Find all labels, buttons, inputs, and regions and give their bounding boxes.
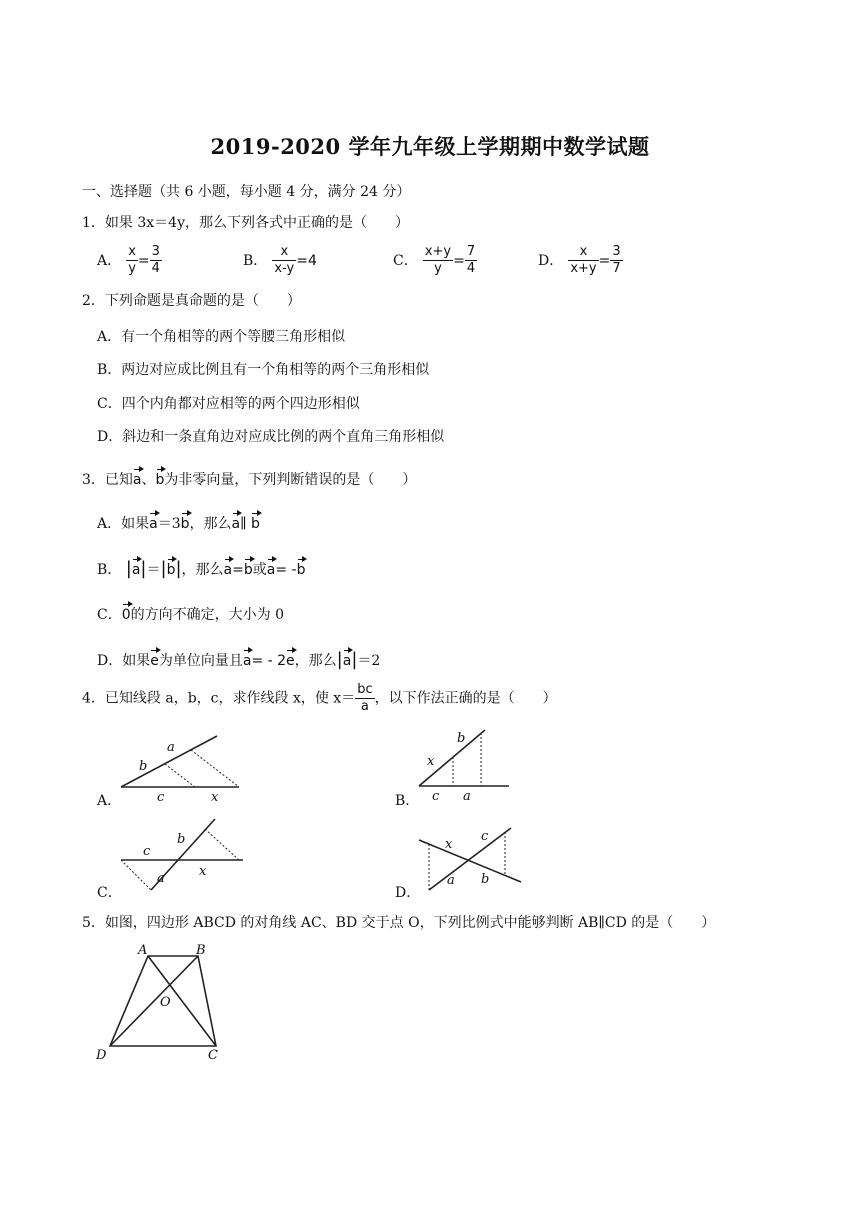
option-label: C． bbox=[393, 253, 418, 269]
q4-figure-d bbox=[415, 822, 530, 897]
q2-option-b: B．两边对应成比例且有一个角相等的两个三角形相似 bbox=[97, 362, 430, 378]
abs-bar: | bbox=[140, 558, 147, 579]
section-header: 一、选择题（共 6 小题，每小题 4 分，满分 24 分） bbox=[82, 184, 411, 200]
q2-option-c: C．四个内角都对应相等的两个四边形相似 bbox=[97, 396, 360, 412]
numerator: bc bbox=[357, 682, 373, 697]
numerator: 3 bbox=[612, 244, 621, 259]
abs-bar: | bbox=[160, 558, 167, 579]
stem-text: 3．已知 bbox=[82, 472, 133, 488]
equals: = bbox=[137, 253, 150, 269]
option-label: A． bbox=[97, 253, 122, 269]
stem-text: 为单位向量且 bbox=[158, 653, 243, 669]
fraction bbox=[126, 244, 138, 277]
vector-a: a bbox=[242, 653, 252, 669]
vector-a: a bbox=[131, 562, 141, 578]
abs-bar: | bbox=[336, 649, 343, 670]
option-label: B． bbox=[243, 253, 268, 269]
diagonal-bd bbox=[110, 956, 198, 1046]
label-b: b bbox=[481, 872, 490, 887]
vector-a: a bbox=[231, 516, 241, 532]
dotted-line bbox=[165, 764, 195, 787]
stem-text: 的方向不确定，大小为 0 bbox=[130, 607, 284, 623]
numerator: 3 bbox=[151, 244, 160, 259]
diagonal-ac bbox=[148, 956, 216, 1046]
dotted-line bbox=[205, 829, 239, 860]
vector-a: a bbox=[342, 653, 352, 669]
question-4-stem bbox=[82, 682, 557, 715]
point-b-label: B bbox=[196, 943, 206, 958]
question-3-stem bbox=[82, 469, 416, 489]
label-b: b bbox=[139, 759, 148, 774]
zero-vector: 0 bbox=[121, 607, 131, 623]
q2-option-a: A．有一个角相等的两个等腰三角形相似 bbox=[97, 329, 346, 345]
denominator: a bbox=[360, 699, 369, 714]
equals: = bbox=[232, 562, 244, 578]
numerator: x+y bbox=[424, 244, 452, 259]
fraction bbox=[150, 244, 162, 277]
label-b: b bbox=[177, 832, 186, 847]
vector-b: b bbox=[155, 472, 165, 488]
vector-b: b bbox=[296, 562, 306, 578]
dotted-line bbox=[121, 860, 151, 890]
fraction bbox=[610, 244, 622, 277]
label-a: a bbox=[463, 789, 471, 804]
q4-label-b: B． bbox=[395, 793, 420, 809]
q4-label-c: C． bbox=[97, 885, 122, 901]
vector-a: a bbox=[149, 516, 158, 532]
fraction bbox=[355, 682, 374, 715]
q4-figure-c bbox=[115, 815, 250, 895]
vector-b: b bbox=[243, 562, 253, 578]
denominator: 4 bbox=[151, 261, 160, 276]
stem-text: ，那么 bbox=[181, 562, 224, 578]
point-o-label: O bbox=[160, 995, 171, 1010]
point-c-label: C bbox=[208, 1048, 218, 1063]
vector-e: e bbox=[150, 653, 159, 669]
numerator: x bbox=[272, 244, 296, 261]
denominator: 7 bbox=[612, 261, 621, 276]
fraction bbox=[465, 244, 477, 277]
option-label: D．如果 bbox=[97, 653, 151, 669]
denominator: y bbox=[128, 261, 136, 276]
equals: = - bbox=[275, 562, 297, 578]
stem-text: 为非零向量，下列判断错误的是（ ） bbox=[164, 472, 417, 488]
stem-text: ，那么 bbox=[294, 653, 337, 669]
vector-b: b bbox=[251, 516, 260, 532]
denominator: x+y bbox=[570, 261, 597, 276]
q3-option-b bbox=[97, 558, 305, 579]
stem-text: ＝2 bbox=[357, 653, 381, 669]
point-a-label: A bbox=[138, 943, 148, 958]
label-c: c bbox=[157, 790, 165, 805]
q3-option-a bbox=[97, 513, 260, 533]
label-c: c bbox=[432, 789, 440, 804]
label-x: x bbox=[211, 790, 219, 805]
q3-option-c bbox=[97, 604, 284, 624]
label-x: x bbox=[427, 754, 435, 769]
option-label: D． bbox=[538, 253, 564, 269]
q1-option-d bbox=[538, 244, 623, 277]
equals: ＝3 bbox=[157, 516, 181, 532]
question-5-stem: 5．如图，四边形 ABCD 的对角线 AC、BD 交于点 O，下列比例式中能够判断 AB∥CD 的是（ ） bbox=[82, 915, 716, 931]
fraction bbox=[423, 244, 453, 277]
stem-text: ，那么 bbox=[189, 516, 232, 532]
vector-a: a bbox=[223, 562, 233, 578]
label-c: c bbox=[481, 829, 489, 844]
label-c: c bbox=[143, 844, 151, 859]
equals: = bbox=[598, 253, 611, 269]
dotted-line bbox=[191, 750, 239, 787]
vector-b: b bbox=[180, 516, 190, 532]
denominator: 4 bbox=[466, 261, 476, 276]
equals: = - 2 bbox=[251, 653, 287, 669]
fraction bbox=[272, 244, 296, 277]
fraction bbox=[568, 244, 598, 277]
equals: = bbox=[453, 253, 465, 269]
vector-a: a bbox=[266, 562, 276, 578]
abs-bar: | bbox=[175, 558, 182, 579]
label-a: a bbox=[167, 740, 175, 755]
stem-text: ，以下作法正确的是（ ） bbox=[374, 690, 557, 707]
numerator: x bbox=[568, 244, 598, 261]
q4-figure-a bbox=[115, 730, 245, 805]
q1-option-a bbox=[97, 244, 162, 277]
vector-a: a bbox=[132, 472, 142, 488]
q1-option-c bbox=[393, 244, 477, 277]
denominator: x-y bbox=[274, 261, 295, 276]
stem-text: 或 bbox=[252, 562, 267, 578]
numerator: x bbox=[128, 244, 136, 259]
label-x: x bbox=[199, 864, 207, 879]
numerator: 7 bbox=[466, 244, 476, 259]
point-d-label: D bbox=[96, 1048, 107, 1063]
option-label: B． bbox=[97, 562, 122, 578]
line-two bbox=[429, 828, 511, 890]
q2-option-d: D．斜边和一条直角边对应成比例的两个直角三角形相似 bbox=[97, 429, 445, 445]
q4-label-a: A． bbox=[97, 793, 122, 809]
question-2-stem: 2．下列命题是真命题的是（ ） bbox=[82, 293, 301, 309]
page-title: 2019-2020 学年九年级上学期期中数学试题 bbox=[210, 134, 650, 159]
label-x: x bbox=[445, 837, 453, 852]
option-label: A．如果 bbox=[97, 516, 150, 532]
abs-bar: | bbox=[125, 558, 132, 579]
label-b: b bbox=[457, 731, 466, 746]
parallel-symbol: ∥ bbox=[240, 516, 247, 532]
q1-option-b bbox=[243, 244, 317, 277]
stem-text: 、 bbox=[141, 472, 156, 488]
q4-figure-b bbox=[415, 725, 515, 805]
label-a: a bbox=[447, 873, 455, 888]
equals: =4 bbox=[296, 253, 317, 269]
question-1-stem: 1．如果 3x＝4y，那么下列各式中正确的是（ ） bbox=[82, 215, 409, 231]
vector-b: b bbox=[166, 562, 176, 578]
abs-bar: | bbox=[351, 649, 358, 670]
vector-e: e bbox=[286, 653, 295, 669]
equals: ＝ bbox=[146, 562, 161, 578]
q3-option-d bbox=[97, 649, 380, 670]
q4-label-d: D． bbox=[395, 885, 421, 901]
denominator: y bbox=[434, 261, 442, 276]
stem-text: 4．已知线段 a，b，c，求作线段 x，使 x＝ bbox=[82, 690, 356, 707]
q5-quadrilateral-figure bbox=[90, 942, 230, 1067]
option-label: C． bbox=[97, 607, 122, 623]
label-a: a bbox=[157, 871, 165, 886]
line-one bbox=[419, 840, 521, 882]
